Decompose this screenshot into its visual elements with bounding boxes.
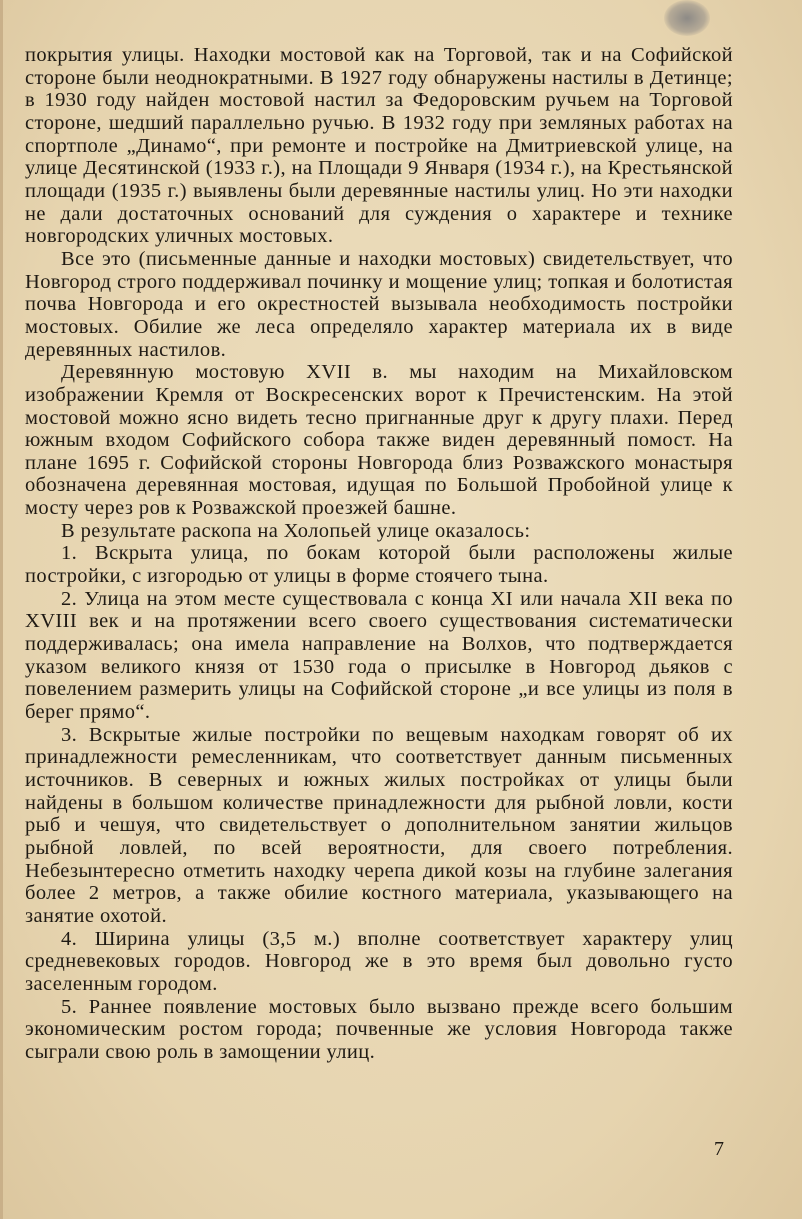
paragraph-result-2: 2. Улица на этом месте существовала с конца XI или начала XII века по XVIII век и на протяжении всего своего существования систематически поддерживалась; она имела направление на Волхов, что подтверждается указом великого князя от 1530 года о присылке в Новгород дьяков с повелением размерить улицы на Софийской стороне „и все улицы из поля в берег прямо“. <box>25 587 733 724</box>
paragraph-result-4: 4. Ширина улицы (3,5 м.) вполне соответствует характеру улиц средневековых городов. Новгород же в это время был довольно густо заселенным городом. <box>25 927 733 995</box>
body-text <box>25 44 733 1064</box>
paper-stain <box>664 0 710 36</box>
paragraph-17th-century: Деревянную мостовую XVII в. мы находим на Михайловском изображении Кремля от Воскресенских ворот к Пречистенским. На этой мостовой можно ясно видеть тесно пригнанные друг к другу плахи. Перед южным входом Софийского собора также виден деревянный помост. На плане 1695 г. Софийской стороны Новгорода близ Розважского монастыря обозначена деревянная мостовая, идущая по Большой Пробойной улице к мосту через ров к Розважской проезжей башне. <box>25 361 733 520</box>
paragraph-result-3: 3. Вскрытые жилые постройки по вещевым находкам говорят об их принадлежности ремесленникам, что соответствует данным письменных источников. В северных и южных жилых постройках от улицы были найдены в большом количестве принадлежности для рыбной ловли, кости рыб и чешуя, что свидетельствует о дополнительном занятии жильцов рыбной ловлей, по всей вероятности, для своего потребления. Небезынтересно отметить находку черепа дикой козы на глубине залегания более 2 метров, а также обилие костного материала, указывающего на занятие охотой. <box>25 723 733 927</box>
paragraph-evidence: Все это (письменные данные и находки мостовых) свидетельствует, что Новгород строго поддерживал починку и мощение улиц; топкая и болотистая почва Новгорода и его окрестностей вызывала необходимость постройки мостовых. Обилие же леса определяло характер материала их в виде деревянных настилов. <box>25 247 733 361</box>
paragraph-result-5: 5. Раннее появление мостовых было вызвано прежде всего большим экономическим ростом города; почвенные же условия Новгорода также сыграли свою роль в замощении улиц. <box>25 995 733 1063</box>
paragraph-continuation: покрытия улицы. Находки мостовой как на Торговой, так и на Софийской стороне были неоднократными. В 1927 году обнаружены настилы в Детинце; в 1930 году найден мостовой настил за Федоровским ручьем на Торговой стороне, шедший параллельно ручью. В 1932 году при земляных работах на спортполе „Динамо“, при ремонте и постройке на Дмитриевской улице, на улице Десятинской (1933 г.), на Площади 9 Января (1934 г.), на Крестьянской площади (1935 г.) выявлены были деревянные настилы улиц. Но эти находки не дали достаточных оснований для суждения о характере и технике новгородских уличных мостовых. <box>25 44 733 248</box>
page-number: 7 <box>714 1138 724 1160</box>
paragraph-results-intro: В результате раскопа на Холопьей улице оказалось: <box>61 519 531 542</box>
paragraph-result-1: 1. Вскрыта улица, по бокам которой были расположены жилые постройки, с изгородью от улицы в форме стоячего тына. <box>25 542 733 588</box>
